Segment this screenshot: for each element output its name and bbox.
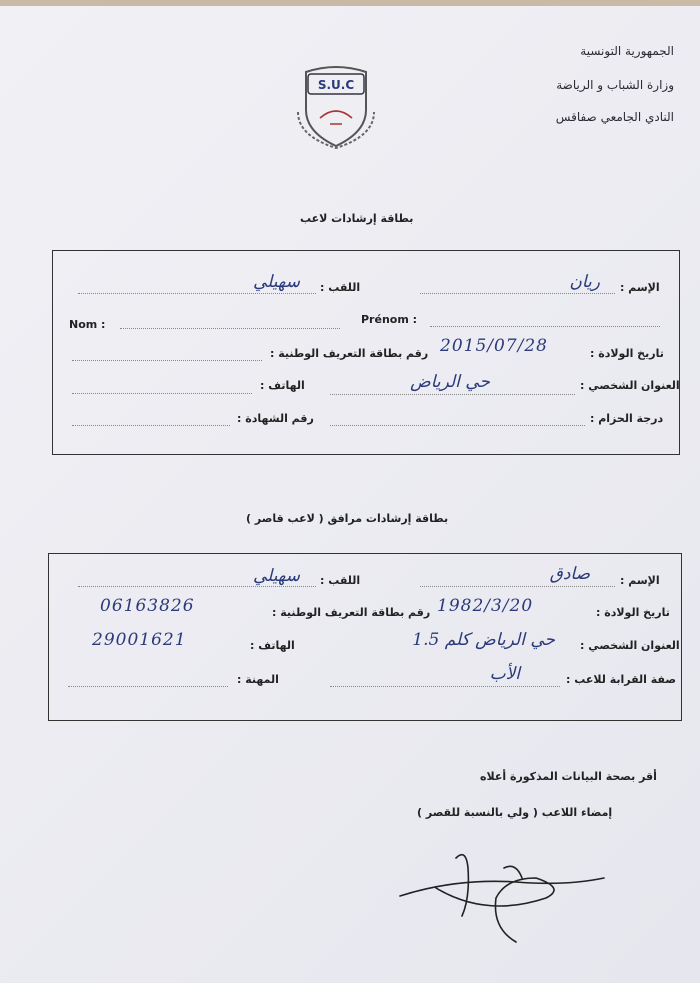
header-club: النادي الجامعي صفاقس [555,110,674,124]
confirmation-text: أقر بصحة البيانات المذكورة أعلاه [480,770,657,783]
label-name: الإسم : [620,281,660,294]
label-id: رقم بطاقة التعريف الوطنية : [270,347,429,360]
s2-label-surname: اللقب : [320,574,361,587]
dots-nom [120,328,340,329]
handwritten-signature [396,838,616,948]
s2-label-job: المهنة : [237,673,279,686]
s2-value-birth: 1982/3/20 [437,596,534,616]
s2-dots-surname [78,586,316,587]
section1-title: بطاقة إرشادات لاعب [300,212,414,225]
header-country: الجمهورية التونسية [580,44,674,58]
label-belt: درجة الحزام : [590,412,664,425]
dots-name [420,293,615,294]
s2-label-address: العنوان الشخصي : [580,639,680,652]
dots-phone [72,393,252,394]
value-name: ريان [569,272,600,292]
dots-prenom [430,326,660,327]
signature-label: إمضاء اللاعب ( ولي بالنسبة للقصر ) [417,806,613,819]
s2-label-birth: تاريخ الولادة : [596,606,670,619]
s2-label-id: رقم بطاقة التعريف الوطنية : [272,606,431,619]
s2-label-phone: الهاتف : [250,639,295,652]
s2-dots-name [420,586,615,587]
label-nom: Nom : [69,318,106,331]
s2-value-id: 06163826 [100,596,195,616]
label-address: العنوان الشخصي : [580,379,680,392]
dots-surname [78,293,316,294]
logo-text: S.U.C [317,78,355,92]
value-birth: 2015/07/28 [440,336,548,356]
dots-id [72,360,262,361]
s2-value-phone: 29001621 [92,630,187,650]
value-address: حي الرياض [410,372,490,392]
label-prenom: Prénom : [361,313,418,326]
dots-belt [330,425,585,426]
s2-value-name: صادق [549,564,590,584]
paper-edge [0,0,700,6]
s2-label-relation: صفة القرابة للاعب : [566,673,676,686]
value-surname: سهيلي [252,272,300,292]
s2-dots-relation [330,686,560,687]
label-cert: رقم الشهادة : [237,412,314,425]
s2-value-address: حي الرياض كلم 1.5 [412,630,555,650]
header-ministry: وزارة الشباب و الرياضة [556,78,674,92]
label-surname: اللقب : [320,281,361,294]
dots-address [330,394,575,395]
dots-cert [72,425,230,426]
label-birth: تاريخ الولادة : [590,347,664,360]
section2-title: بطاقة إرشادات مرافق ( لاعب قاصر ) [246,512,449,525]
label-phone: الهاتف : [260,379,305,392]
club-shield-logo-icon [290,58,382,150]
s2-dots-job [68,686,228,687]
s2-label-name: الإسم : [620,574,660,587]
s2-value-surname: سهيلي [252,566,300,586]
s2-value-relation: الأب [489,664,520,684]
